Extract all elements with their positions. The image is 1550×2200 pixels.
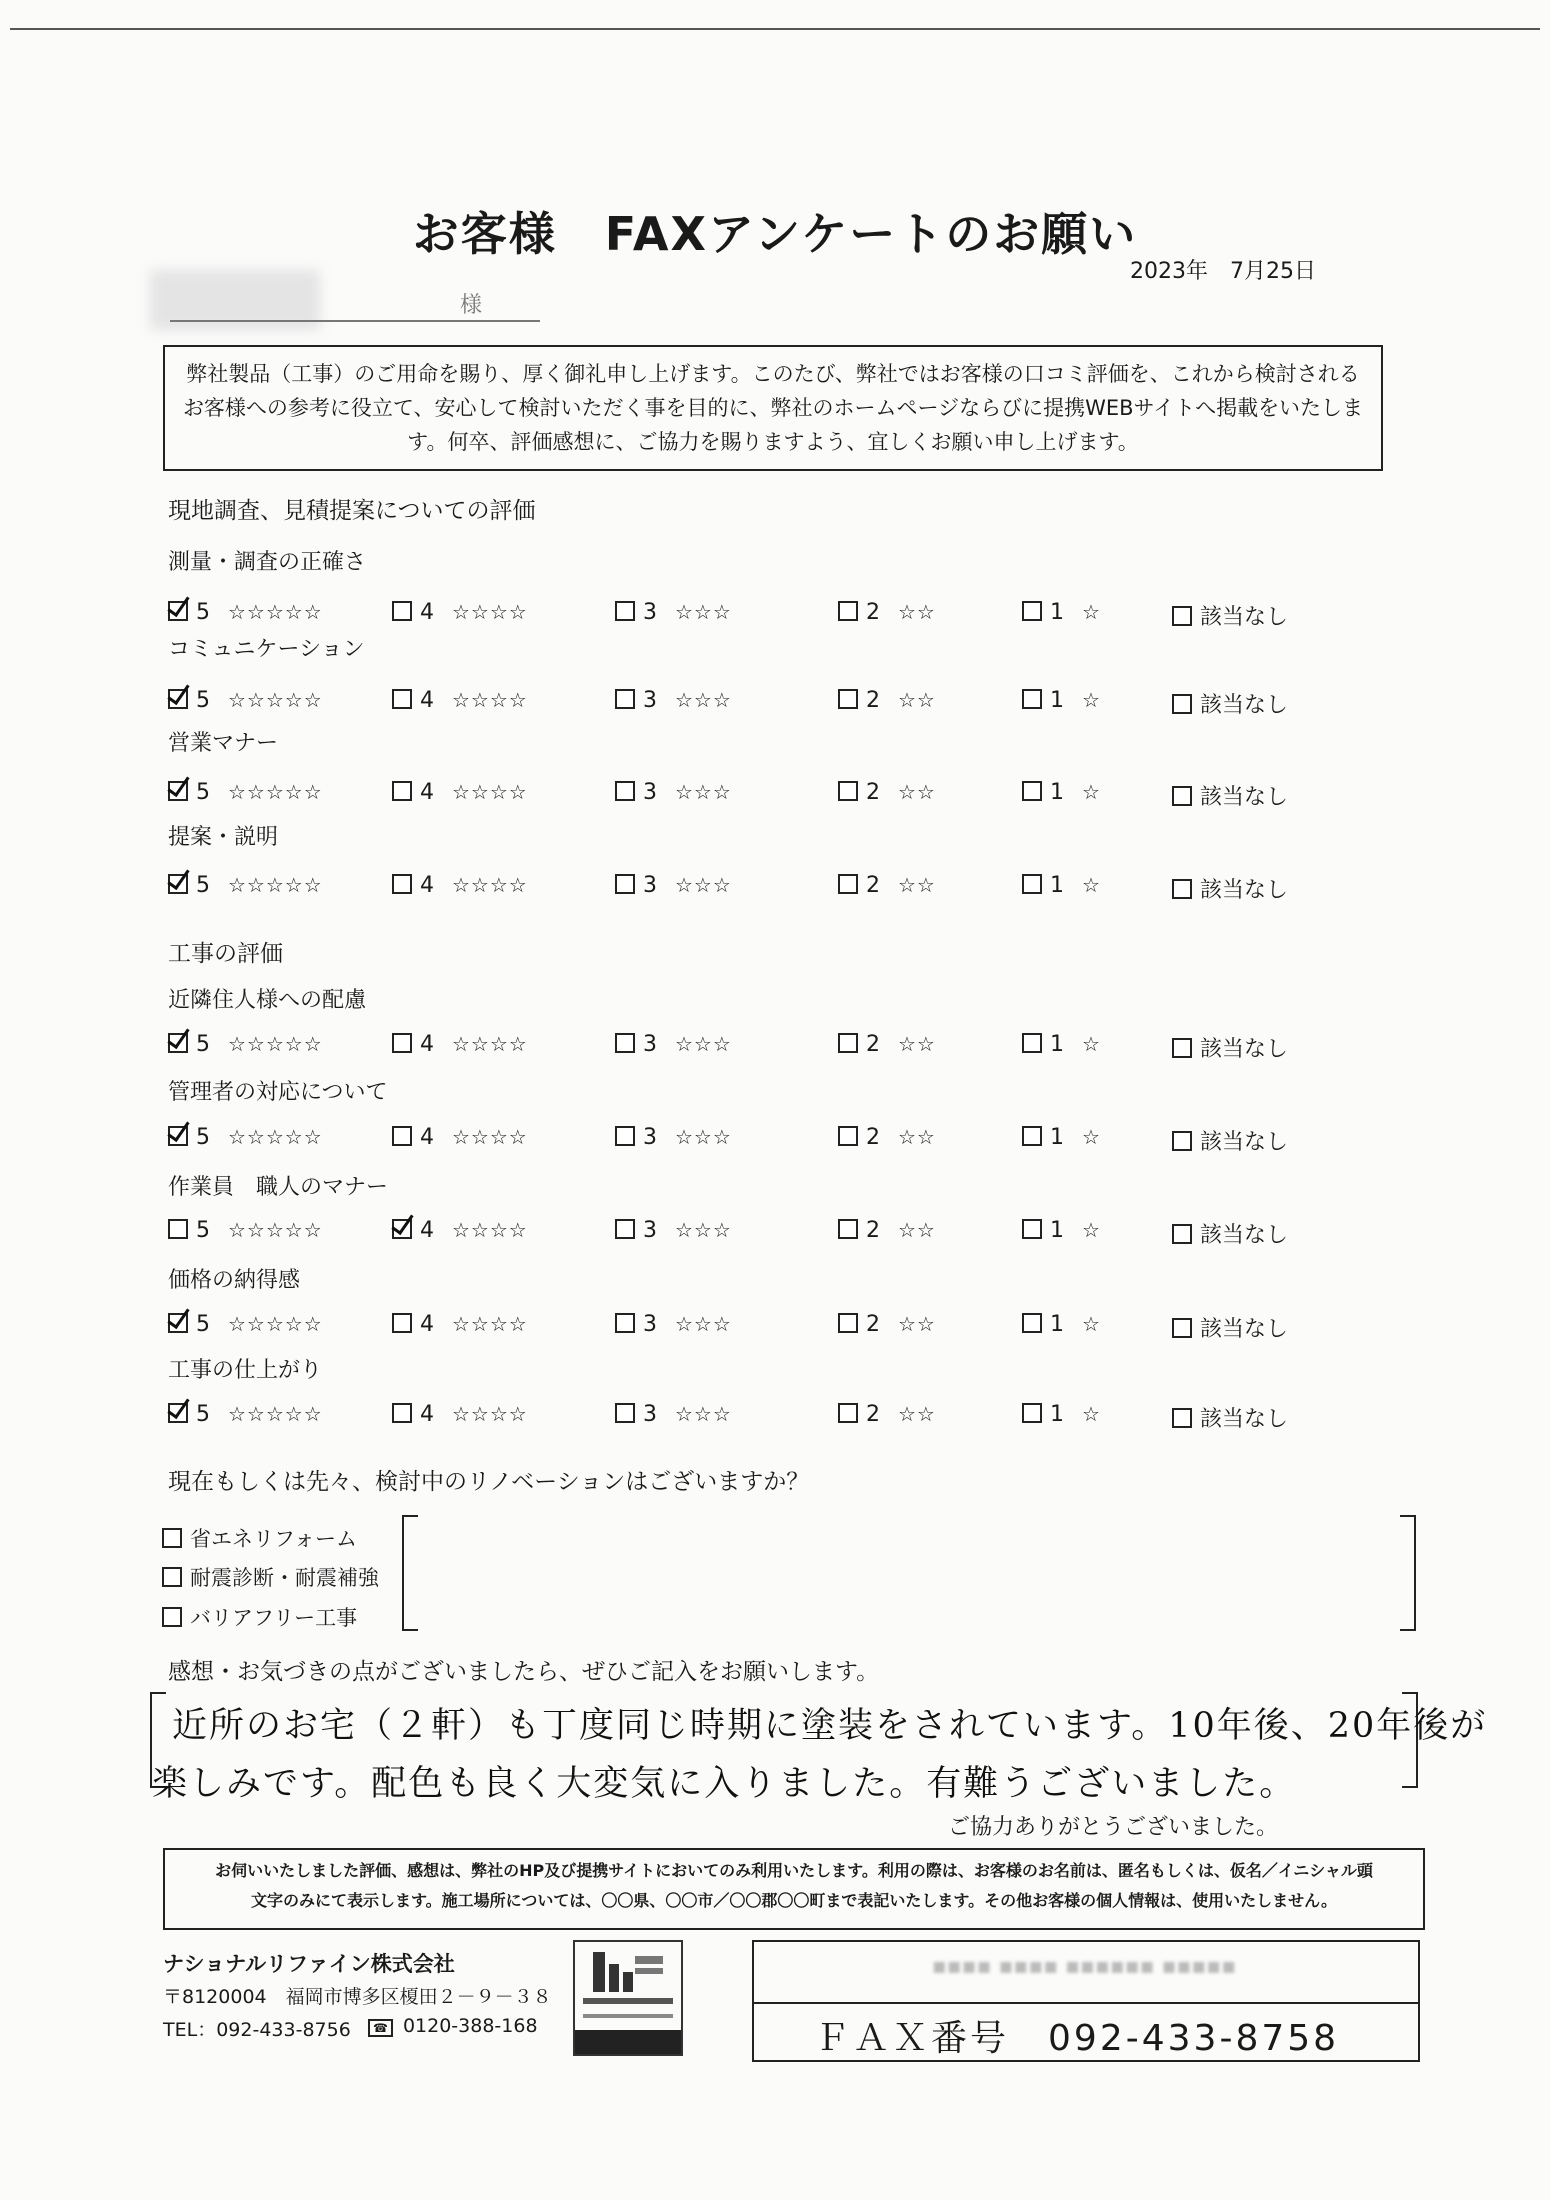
comment-line-2: 楽しみです。配色も良く大変気に入りました。有難うございました。 [152, 1764, 1297, 1804]
checkbox[interactable] [392, 1313, 412, 1333]
rating-number: 1 [1050, 873, 1064, 898]
rating-option[interactable] [1172, 1032, 1288, 1063]
section-title-construction: 工事の評価 [168, 941, 283, 967]
rating-option[interactable] [615, 1125, 732, 1150]
star-icons: ☆☆☆☆☆ [228, 1218, 323, 1242]
star-icons: ☆☆☆☆☆ [228, 1032, 323, 1056]
rating-option[interactable] [838, 780, 936, 805]
rating-number: 3 [643, 688, 657, 713]
rating-number: 3 [643, 873, 657, 898]
checkbox[interactable] [1022, 1219, 1042, 1239]
star-icons: ☆☆☆ [675, 688, 732, 712]
rating-option[interactable] [1022, 1402, 1101, 1427]
star-icons: ☆☆ [898, 780, 936, 804]
checkbox[interactable] [168, 1033, 188, 1053]
rating-option[interactable] [168, 873, 323, 898]
rating-option[interactable] [615, 1312, 732, 1337]
star-icons: ☆☆☆☆☆ [228, 873, 323, 897]
checkbox[interactable] [838, 874, 858, 894]
rating-option[interactable] [615, 600, 732, 625]
rating-number: 1 [1050, 600, 1064, 625]
rating-number: 5 [196, 1218, 210, 1243]
rating-option[interactable] [615, 1402, 732, 1427]
rating-number: 1 [1050, 1125, 1064, 1150]
checkbox[interactable] [1022, 689, 1042, 709]
rating-option[interactable] [392, 780, 528, 805]
checkbox[interactable] [392, 1126, 412, 1146]
rating-option[interactable] [168, 600, 323, 625]
checkbox[interactable] [1022, 1403, 1042, 1423]
checkbox[interactable] [615, 781, 635, 801]
free-dial-icon: ☎ [368, 2019, 393, 2037]
star-icons: ☆ [1082, 1402, 1101, 1426]
star-icons: ☆ [1082, 600, 1101, 624]
checkbox[interactable] [1022, 601, 1042, 621]
rating-option[interactable] [168, 1402, 323, 1427]
rating-option[interactable] [838, 1125, 936, 1150]
star-icons: ☆ [1082, 1218, 1101, 1242]
rating-option[interactable] [1172, 600, 1288, 631]
star-icons: ☆☆ [898, 1218, 936, 1242]
rating-number: 5 [196, 688, 210, 713]
rating-number: 2 [866, 1032, 880, 1057]
checkbox[interactable] [168, 1403, 188, 1423]
star-icons: ☆☆☆ [675, 1125, 732, 1149]
rating-option[interactable] [615, 1032, 732, 1057]
star-icons: ☆ [1082, 1032, 1101, 1056]
rating-number: 該当なし [1200, 785, 1289, 810]
checkbox[interactable] [392, 874, 412, 894]
checkbox[interactable] [838, 781, 858, 801]
checkbox[interactable] [392, 689, 412, 709]
star-icons: ☆☆☆☆ [452, 1218, 528, 1242]
renovation-bracket-right [1400, 1515, 1416, 1631]
checkbox[interactable] [168, 1313, 188, 1333]
rating-number: 2 [866, 873, 880, 898]
section-title-survey: 現地調査、見積提案についての評価 [168, 498, 536, 524]
rating-number: 2 [866, 780, 880, 805]
rating-number: 5 [196, 1125, 210, 1150]
rating-option[interactable] [168, 688, 323, 713]
star-icons: ☆☆☆ [675, 1402, 732, 1426]
star-icons: ☆☆☆ [675, 780, 732, 804]
star-icons: ☆ [1082, 1125, 1101, 1149]
checkbox[interactable] [615, 689, 635, 709]
checkbox[interactable] [1172, 1318, 1192, 1338]
checkbox[interactable] [1172, 1408, 1192, 1428]
rating-option[interactable] [1172, 688, 1288, 719]
rating-option[interactable] [168, 1218, 323, 1243]
rating-number: 4 [420, 1032, 434, 1057]
checkbox[interactable] [838, 1403, 858, 1423]
rating-number: 該当なし [1200, 605, 1289, 630]
star-icons: ☆☆☆☆☆ [228, 1402, 323, 1426]
rating-option[interactable] [392, 1218, 528, 1243]
rating-number: 3 [643, 780, 657, 805]
checkbox[interactable] [838, 1313, 858, 1333]
star-icons: ☆☆ [898, 873, 936, 897]
renovation-option[interactable]: 省エネリフォーム [162, 1523, 357, 1553]
checkbox[interactable] [162, 1567, 182, 1587]
scan-top-edge [10, 28, 1540, 30]
rating-option[interactable] [1022, 1032, 1101, 1057]
rating-number: 該当なし [1200, 1130, 1289, 1155]
comment-line-1: 近所のお宅（２軒）も丁度同じ時期に塗装をされています。10年後、20年後が [172, 1706, 1488, 1746]
checkbox[interactable] [392, 1033, 412, 1053]
rating-number: 2 [866, 688, 880, 713]
rating-option[interactable] [168, 1032, 323, 1057]
survey-date: 2023年 7月25日 [1130, 259, 1316, 284]
checkbox[interactable] [1172, 1224, 1192, 1244]
checkbox[interactable] [1172, 1038, 1192, 1058]
checkbox[interactable] [615, 1219, 635, 1239]
star-icons: ☆ [1082, 1312, 1101, 1336]
rating-number: 5 [196, 1032, 210, 1057]
rating-number: 該当なし [1200, 1407, 1289, 1432]
fax-number: ＦＡＸ番号 092-433-8758 [814, 2018, 1340, 2059]
checkbox[interactable] [162, 1528, 182, 1548]
star-icons: ☆☆ [898, 1402, 936, 1426]
renovation-question: 現在もしくは先々、検討中のリノベーションはございますか？ [168, 1469, 810, 1495]
rating-number: 4 [420, 688, 434, 713]
checkbox[interactable] [392, 1403, 412, 1423]
rating-number: 5 [196, 873, 210, 898]
rating-number: 4 [420, 1218, 434, 1243]
star-icons: ☆☆☆☆☆ [228, 600, 323, 624]
rating-option[interactable] [1172, 1312, 1288, 1343]
company-address: 〒8120004 福岡市博多区榎田２－９－３８ [163, 1986, 552, 2008]
rating-number: 1 [1050, 780, 1064, 805]
rating-number: 4 [420, 873, 434, 898]
thanks-text: ご協力ありがとうございました。 [948, 1815, 1279, 1840]
renovation-option[interactable]: 耐震診断・耐震補強 [162, 1562, 379, 1592]
rating-number: 5 [196, 1402, 210, 1427]
rating-number: 4 [420, 780, 434, 805]
rating-option[interactable] [838, 1032, 936, 1057]
rating-option[interactable] [392, 1125, 528, 1150]
renovation-option[interactable]: バリアフリー工事 [162, 1602, 357, 1632]
rating-option[interactable] [392, 600, 528, 625]
rating-number: 4 [420, 1312, 434, 1337]
rating-number: 3 [643, 600, 657, 625]
star-icons: ☆☆☆☆☆ [228, 780, 323, 804]
rating-number: 該当なし [1200, 878, 1289, 903]
rating-number: 1 [1050, 688, 1064, 713]
rating-number: 5 [196, 1312, 210, 1337]
rating-number: 該当なし [1200, 1037, 1289, 1062]
checkbox[interactable] [838, 1033, 858, 1053]
question-label: 提案・説明 [168, 825, 279, 850]
rating-number: 2 [866, 1312, 880, 1337]
checkbox[interactable] [615, 1313, 635, 1333]
rating-option[interactable] [1022, 780, 1101, 805]
star-icons: ☆☆☆☆ [452, 1312, 528, 1336]
rating-number: 3 [643, 1218, 657, 1243]
star-icons: ☆ [1082, 780, 1101, 804]
rating-option[interactable] [1172, 1402, 1288, 1433]
rating-option[interactable] [392, 1402, 528, 1427]
star-icons: ☆☆☆☆ [452, 873, 528, 897]
checkbox[interactable] [838, 1126, 858, 1146]
rating-number: 5 [196, 600, 210, 625]
checkbox[interactable] [1022, 781, 1042, 801]
renovation-bracket-left [402, 1515, 418, 1631]
checkbox[interactable] [615, 1403, 635, 1423]
rating-number: 該当なし [1200, 693, 1289, 718]
rating-number: 1 [1050, 1032, 1064, 1057]
rating-number: 該当なし [1200, 1223, 1289, 1248]
rating-number: 4 [420, 1402, 434, 1427]
rating-option[interactable] [615, 780, 732, 805]
star-icons: ☆☆ [898, 688, 936, 712]
rating-number: 3 [643, 1032, 657, 1057]
checkbox[interactable] [162, 1607, 182, 1627]
rating-option[interactable] [838, 1218, 936, 1243]
intro-box: 弊社製品（工事）のご用命を賜り、厚く御礼申し上げます。このたび、弊社ではお客様の口コミ評価を、これから検討されるお客様への参考に役立て、安心して検討いただく事を目的に、弊社のホームページならびに提携WEBサイトへ掲載をいたします。何卒、評価感想に、ご協力を賜りますよう、宜しくお願い申し上げます。 [163, 345, 1383, 471]
rating-number: 3 [643, 1125, 657, 1150]
star-icons: ☆☆ [898, 1312, 936, 1336]
star-icons: ☆☆ [898, 600, 936, 624]
question-label: 営業マナー [168, 731, 279, 756]
rating-number: 1 [1050, 1312, 1064, 1337]
rating-option[interactable] [168, 1312, 323, 1337]
rating-option[interactable] [1172, 1125, 1288, 1156]
rating-number: 3 [643, 1312, 657, 1337]
question-label: 管理者の対応について [168, 1080, 388, 1105]
star-icons: ☆☆☆☆ [452, 1125, 528, 1149]
checkbox[interactable] [1022, 1313, 1042, 1333]
star-icons: ☆☆☆ [675, 1032, 732, 1056]
question-label: 測量・調査の正確さ [168, 550, 367, 575]
association-logo [573, 1940, 683, 2056]
checkbox[interactable] [1022, 874, 1042, 894]
rating-option[interactable] [1172, 1218, 1288, 1249]
checkbox[interactable] [838, 1219, 858, 1239]
rating-option[interactable] [392, 1312, 528, 1337]
rating-option[interactable] [168, 1125, 323, 1150]
company-tel: TEL：092-433-8756 [163, 2019, 351, 2041]
checkbox[interactable] [168, 601, 188, 621]
checkbox[interactable] [168, 689, 188, 709]
star-icons: ☆☆☆☆☆ [228, 1312, 323, 1336]
checkbox[interactable] [615, 1126, 635, 1146]
rating-option[interactable] [1022, 600, 1101, 625]
rating-option[interactable] [1022, 1312, 1101, 1337]
rating-option[interactable] [1022, 1125, 1101, 1150]
privacy-notice: お伺いいたしました評価、感想は、弊社のHP及び提携サイトにおいてのみ利用いたします。利用の際は、お客様のお名前は、匿名もしくは、仮名／イニシャル頭 文字のみにて表示します。施工場所については、〇〇県、〇〇市／〇〇郡〇〇町まで表記いたします。その他お客様の個人情報は、使用いたしません。 [163, 1848, 1425, 1930]
question-label: 作業員 職人のマナー [168, 1175, 389, 1200]
rating-option[interactable] [1172, 873, 1288, 904]
rating-number: 4 [420, 1125, 434, 1150]
rating-option[interactable] [1022, 873, 1101, 898]
comments-prompt: 感想・お気づきの点がございましたら、ぜひご記入をお願いします。 [168, 1659, 880, 1685]
page-title: お客様 FAXアンケートのお願い [412, 207, 1138, 261]
rating-number: 3 [643, 1402, 657, 1427]
checkbox[interactable] [168, 1219, 188, 1239]
star-icons: ☆☆☆ [675, 600, 732, 624]
rating-number: 5 [196, 780, 210, 805]
star-icons: ☆ [1082, 873, 1101, 897]
star-icons: ☆☆ [898, 1032, 936, 1056]
checkbox[interactable] [392, 601, 412, 621]
star-icons: ☆☆☆☆☆ [228, 1125, 323, 1149]
rating-option[interactable] [615, 873, 732, 898]
star-icons: ☆☆☆ [675, 1218, 732, 1242]
question-label: 価格の納得感 [168, 1268, 301, 1293]
rating-option[interactable] [615, 1218, 732, 1243]
rating-number: 2 [866, 1402, 880, 1427]
checkbox[interactable] [615, 601, 635, 621]
checkbox[interactable] [838, 689, 858, 709]
rating-option[interactable] [1022, 688, 1101, 713]
fax-box: ▪▪▪▪ ▪▪▪▪ ▪▪▪▪▪▪ ▪▪▪▪▪ ＦＡＸ番号 092-433-8758 [752, 1940, 1420, 2062]
checkbox[interactable] [1022, 1126, 1042, 1146]
free-dial: ☎ 0120-388-168 [368, 2015, 538, 2037]
question-label: 工事の仕上がり [168, 1358, 323, 1383]
rating-option[interactable] [838, 600, 936, 625]
checkbox[interactable] [615, 874, 635, 894]
checkbox[interactable] [392, 781, 412, 801]
checkbox[interactable] [1022, 1033, 1042, 1053]
star-icons: ☆☆☆☆ [452, 1032, 528, 1056]
star-icons: ☆☆☆ [675, 1312, 732, 1336]
question-label: 近隣住人様への配慮 [168, 988, 367, 1013]
star-icons: ☆☆ [898, 1125, 936, 1149]
checkbox[interactable] [392, 1219, 412, 1239]
rating-option[interactable] [838, 688, 936, 713]
checkbox[interactable] [1172, 694, 1192, 714]
honorific: 様 [460, 293, 483, 318]
checkbox[interactable] [168, 781, 188, 801]
rating-option[interactable] [392, 873, 528, 898]
rating-number: 2 [866, 600, 880, 625]
rating-option[interactable] [1022, 1218, 1101, 1243]
star-icons: ☆☆☆☆ [452, 600, 528, 624]
checkbox[interactable] [1172, 786, 1192, 806]
star-icons: ☆☆☆☆ [452, 688, 528, 712]
checkbox[interactable] [168, 874, 188, 894]
star-icons: ☆☆☆☆☆ [228, 688, 323, 712]
rating-option[interactable] [392, 688, 528, 713]
star-icons: ☆☆☆ [675, 873, 732, 897]
rating-number: 2 [866, 1218, 880, 1243]
rating-number: 該当なし [1200, 1317, 1289, 1342]
star-icons: ☆☆☆☆ [452, 780, 528, 804]
checkbox[interactable] [1172, 606, 1192, 626]
rating-option[interactable] [615, 688, 732, 713]
company-name: ナショナルリファイン株式会社 [163, 1952, 455, 1976]
checkbox[interactable] [1172, 1131, 1192, 1151]
rating-option[interactable] [168, 780, 323, 805]
rating-number: 1 [1050, 1218, 1064, 1243]
rating-number: 1 [1050, 1402, 1064, 1427]
rating-number: 2 [866, 1125, 880, 1150]
recipient-name-area [150, 270, 540, 330]
checkbox[interactable] [168, 1126, 188, 1146]
checkbox[interactable] [838, 601, 858, 621]
rating-option[interactable] [1172, 780, 1288, 811]
rating-option[interactable] [838, 1312, 936, 1337]
star-icons: ☆ [1082, 688, 1101, 712]
rating-option[interactable] [392, 1032, 528, 1057]
question-label: コミュニケーション [168, 637, 365, 662]
rating-option[interactable] [838, 873, 936, 898]
checkbox[interactable] [615, 1033, 635, 1053]
rating-number: 4 [420, 600, 434, 625]
rating-option[interactable] [838, 1402, 936, 1427]
checkbox[interactable] [1172, 879, 1192, 899]
star-icons: ☆☆☆☆ [452, 1402, 528, 1426]
